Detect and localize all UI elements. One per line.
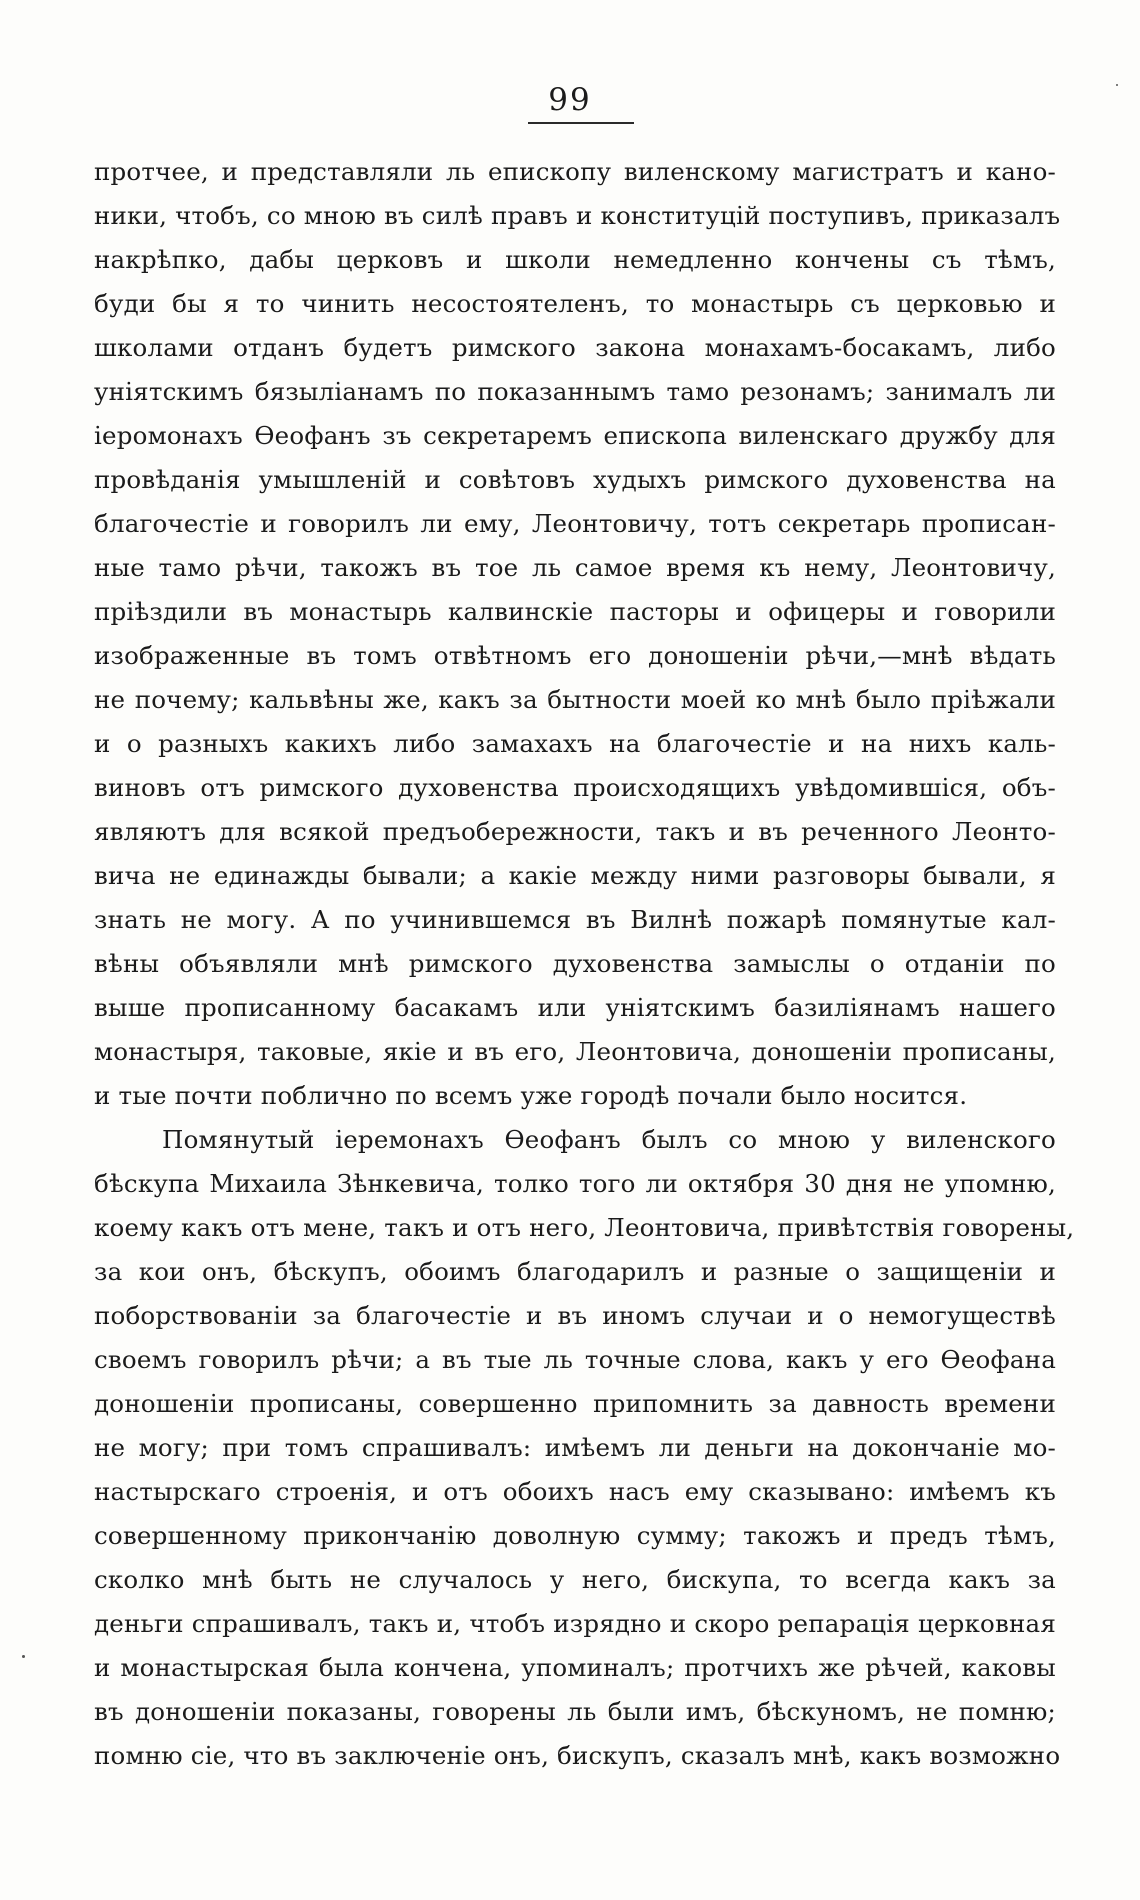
- text-line: виновъ отъ римского духовенства происходящихъ увѣдомившіся, объ-: [94, 773, 1056, 802]
- text-line: не могу; при томъ спрашивалъ: имѣемъ ли деньги на докончаніе мо-: [94, 1433, 1056, 1462]
- text-line: деньги спрашивалъ, такъ и, чтобъ изрядно и скоро репарація церковная: [94, 1609, 1056, 1638]
- text-line: изображенные въ томъ отвѣтномъ его доношеніи рѣчи,—мнѣ вѣдать: [94, 641, 1056, 670]
- text-line: іеромонахъ Ѳеофанъ зъ секретаремъ епископа виленскаго дружбу для: [94, 421, 1056, 450]
- text-line: знать не могу. А по учинившемся въ Вилнѣ пожарѣ помянутые кал-: [94, 905, 1056, 934]
- page-number-rule: [528, 122, 634, 124]
- text-line: не почему; кальвѣны же, какъ за бытности моей ко мнѣ было пріѣжали: [94, 685, 1056, 714]
- text-line: благочестіе и говорилъ ли ему, Леонтовичу, тотъ секретарь прописан-: [94, 509, 1056, 538]
- body-text: [94, 150, 1075, 1778]
- text-line: помню сіе, что въ заключеніе онъ, бискупъ, сказалъ мнѣ, какъ возможно: [94, 1741, 1061, 1770]
- text-line: Помянутый іеремонахъ Ѳеофанъ былъ со мною у виленского: [162, 1125, 1056, 1154]
- text-line: ные тамо рѣчи, такожъ въ тое ль самое время къ нему, Леонтовичу,: [94, 553, 1056, 582]
- text-line: своемъ говорилъ рѣчи; а въ тые ль точные слова, какъ у его Ѳеофана: [94, 1345, 1056, 1374]
- text-line: выше прописанному басакамъ или уніятскимъ базиліянамъ нашего: [94, 993, 1056, 1022]
- text-line: ники, чтобъ, со мною въ силѣ правъ и конституцій поступивъ, приказалъ: [94, 201, 1061, 230]
- text-line: вича не единажды бывали; а какіе между ними разговоры бывали, я: [94, 861, 1056, 890]
- text-line: въ доношеніи показаны, говорены ль были имъ, бѣскуномъ, не помню;: [94, 1697, 1056, 1726]
- text-line: поборствованіи за благочестіе и въ иномъ случаи и о немогуществѣ: [94, 1301, 1056, 1330]
- text-line: школами отданъ будетъ римского закона монахамъ-босакамъ, либо: [94, 333, 1056, 362]
- scan-speck: [22, 1655, 25, 1658]
- text-line: коему какъ отъ мене, такъ и отъ него, Леонтовича, привѣтствія говорены,: [94, 1213, 1075, 1242]
- text-line: протчее, и представляли ль епископу виленскому магистратъ и кано-: [94, 157, 1056, 186]
- text-line: настырскаго строенія, и отъ обоихъ насъ ему сказывано: имѣемъ къ: [94, 1477, 1056, 1506]
- text-line: и о разныхъ какихъ либо замахахъ на благочестіе и на нихъ каль-: [94, 729, 1056, 758]
- text-line: монастыря, таковые, якіе и въ его, Леонтовича, доношеніи прописаны,: [94, 1037, 1056, 1066]
- text-line: сколко мнѣ быть не случалось у него, бискупа, то всегда какъ за: [94, 1565, 1056, 1594]
- text-line: бѣскупа Михаила Зѣнкевича, толко того ли октября 30 дня не упомню,: [94, 1169, 1056, 1198]
- text-line: совершенному прикончанію доволную сумму; такожъ и предъ тѣмъ,: [94, 1521, 1056, 1550]
- text-line: являютъ для всякой предъобережности, такъ и въ реченного Леонто-: [94, 817, 1056, 846]
- text-line: и монастырская была кончена, упоминалъ; протчихъ же рѣчей, каковы: [94, 1653, 1056, 1682]
- text-line: и тые почти поблично по всемъ уже городѣ почали было носится.: [94, 1081, 968, 1110]
- text-line: уніятскимъ бязыліанамъ по показаннымъ тамо резонамъ; занималъ ли: [94, 377, 1056, 406]
- page-number: 99: [548, 82, 592, 118]
- text-line: накрѣпко, дабы церковъ и школи немедленно кончены съ тѣмъ,: [94, 245, 1056, 274]
- text-line: провѣданія умышленій и совѣтовъ худыхъ римского духовенства на: [94, 465, 1056, 494]
- text-line: буди бы я то чинить несостоятеленъ, то монастырь съ церковью и: [94, 289, 1056, 318]
- text-line: доношеніи прописаны, совершенно припомнить за давность времени: [94, 1389, 1056, 1418]
- text-line: вѣны объявляли мнѣ римского духовенства замыслы о отданіи по: [94, 949, 1056, 978]
- text-line: пріѣздили въ монастырь калвинскіе пасторы и офицеры и говорили: [94, 597, 1056, 626]
- text-line: за кои онъ, бѣскупъ, обоимъ благодарилъ и разные о защищеніи и: [94, 1257, 1056, 1286]
- scan-speck: [1116, 84, 1118, 86]
